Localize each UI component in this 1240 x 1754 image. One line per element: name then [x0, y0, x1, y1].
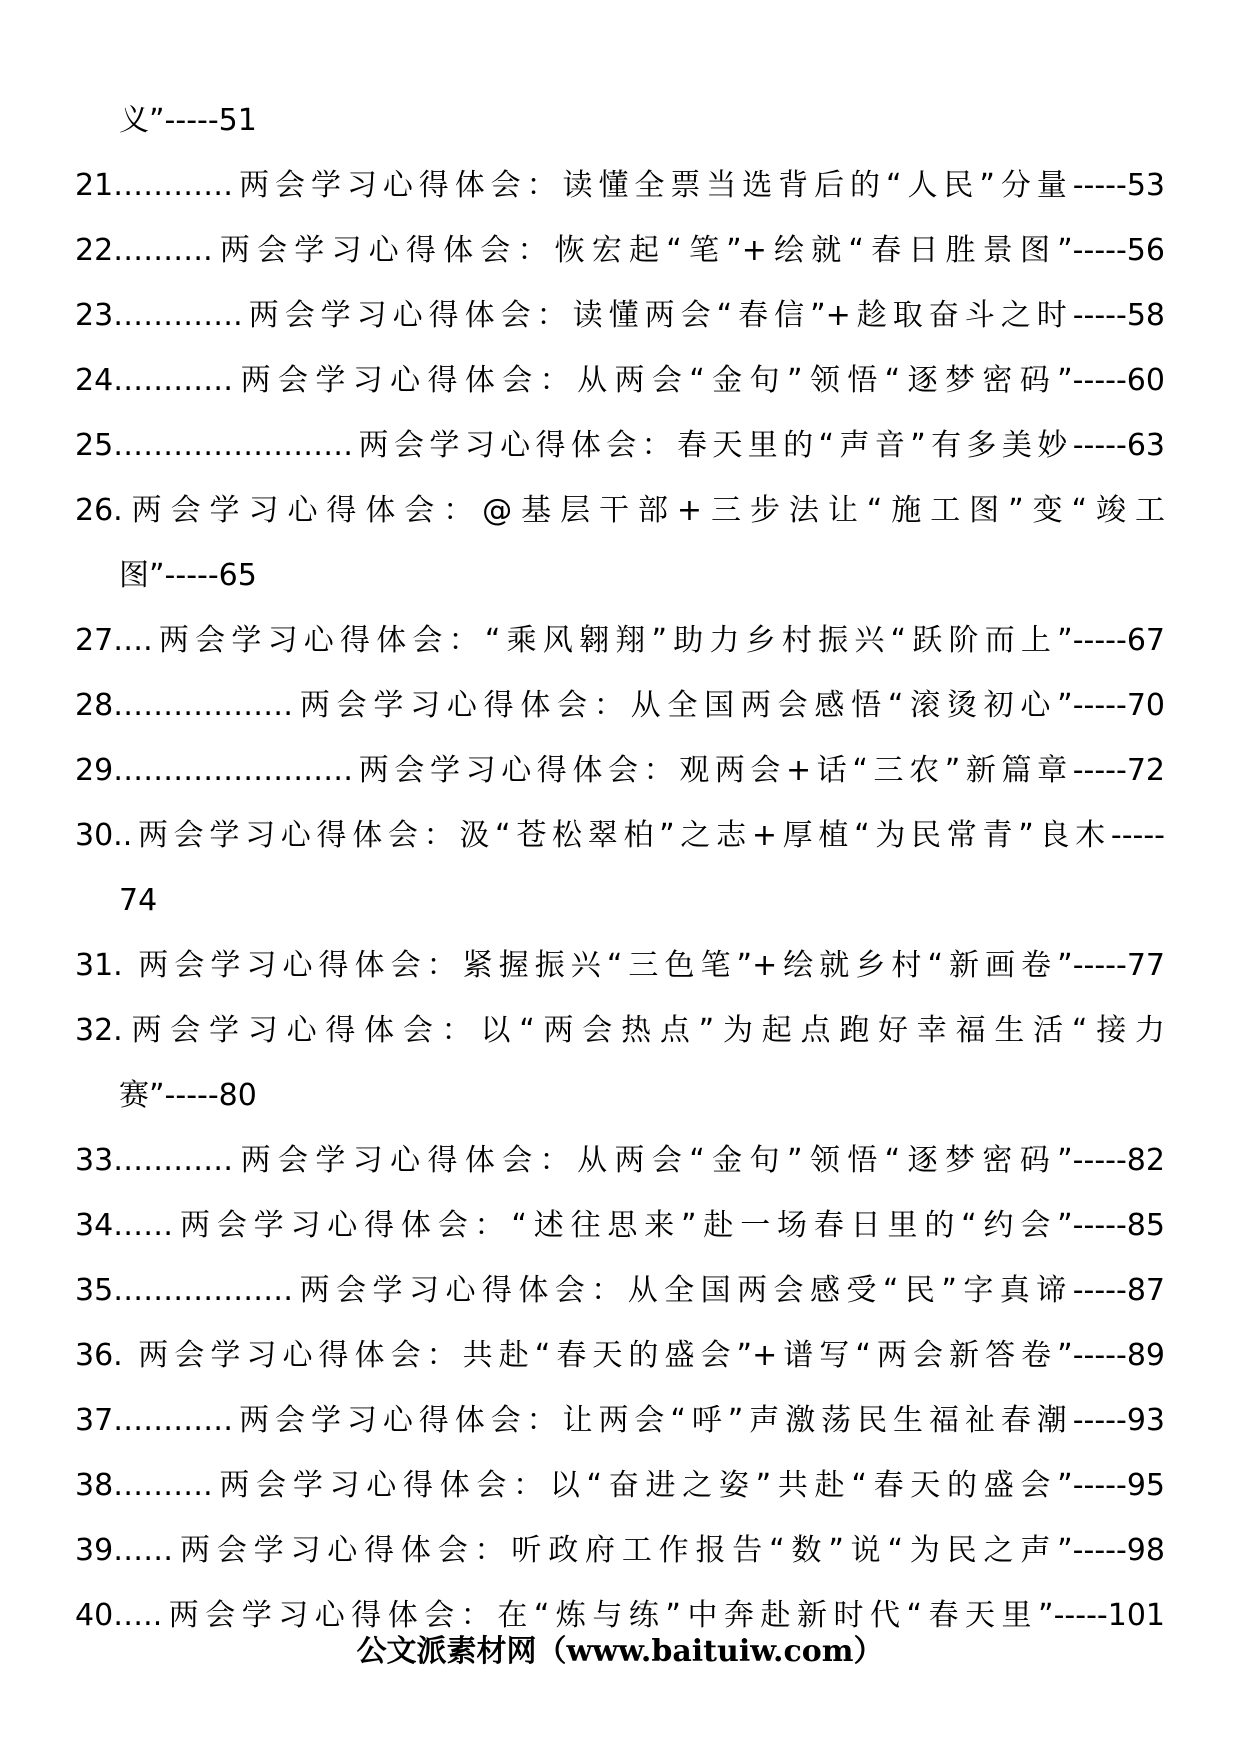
toc-entry: 31. 两会学习心得体会：紧握振兴“三色笔”+绘就乡村“新画卷”-----77 — [75, 948, 1165, 983]
toc-entry: 26.两会学习心得体会：@基层干部+三步法让“施工图”变“竣工 — [75, 493, 1165, 528]
toc-entry: 34……两会学习心得体会：“述往思来”赴一场春日里的“约会”-----85 — [75, 1208, 1165, 1243]
toc-entry: 25……………………两会学习心得体会：春天里的“声音”有多美妙-----63 — [75, 428, 1165, 463]
toc-entry: 23………….两会学习心得体会：读懂两会“春信”+趁取奋斗之时-----58 — [75, 298, 1165, 333]
toc-entry: 28………………两会学习心得体会：从全国两会感悟“滚烫初心”-----70 — [75, 688, 1165, 723]
toc-entry: 39……两会学习心得体会：听政府工作报告“数”说“为民之声”-----98 — [75, 1533, 1165, 1568]
toc-entry: 37…………两会学习心得体会：让两会“呼”声激荡民生福祉春潮-----93 — [75, 1403, 1165, 1438]
toc-entry: 27….两会学习心得体会：“乘风翱翔”助力乡村振兴“跃阶而上”-----67 — [75, 623, 1165, 658]
toc-entry: 22……….两会学习心得体会：恢宏起“笔”+绘就“春日胜景图”-----56 — [75, 233, 1165, 268]
toc-line-continuation: 义”-----51 — [119, 103, 257, 138]
toc-entry: 38……….两会学习心得体会：以“奋进之姿”共赴“春天的盛会”-----95 — [75, 1468, 1165, 1503]
toc-line-continuation: 74 — [119, 883, 158, 918]
table-of-contents — [75, 88, 1165, 1648]
toc-entry: 30..两会学习心得体会：汲“苍松翠柏”之志+厚植“为民常青”良木----- — [75, 818, 1165, 853]
toc-entry: 35………………两会学习心得体会：从全国两会感受“民”字真谛-----87 — [75, 1273, 1165, 1308]
toc-entry: 29……………………两会学习心得体会：观两会+话“三农”新篇章-----72 — [75, 753, 1165, 788]
toc-entry: 40…..两会学习心得体会：在“炼与练”中奔赴新时代“春天里”-----101 — [75, 1598, 1165, 1633]
toc-entry: 21…………两会学习心得体会：读懂全票当选背后的“人民”分量-----53 — [75, 168, 1165, 203]
toc-entry: 36. 两会学习心得体会：共赴“春天的盛会”+谱写“两会新答卷”-----89 — [75, 1338, 1165, 1373]
toc-line-continuation: 赛”-----80 — [119, 1078, 257, 1113]
toc-entry: 24…………两会学习心得体会：从两会“金句”领悟“逐梦密码”-----60 — [75, 363, 1165, 398]
toc-line-continuation: 图”-----65 — [119, 558, 257, 593]
toc-entry: 33…………两会学习心得体会：从两会“金句”领悟“逐梦密码”-----82 — [75, 1143, 1165, 1178]
toc-entry: 32.两会学习心得体会：以“两会热点”为起点跑好幸福生活“接力 — [75, 1013, 1165, 1048]
page-footer: 公文派素材网（www.baituiw.com） — [356, 1634, 884, 1669]
